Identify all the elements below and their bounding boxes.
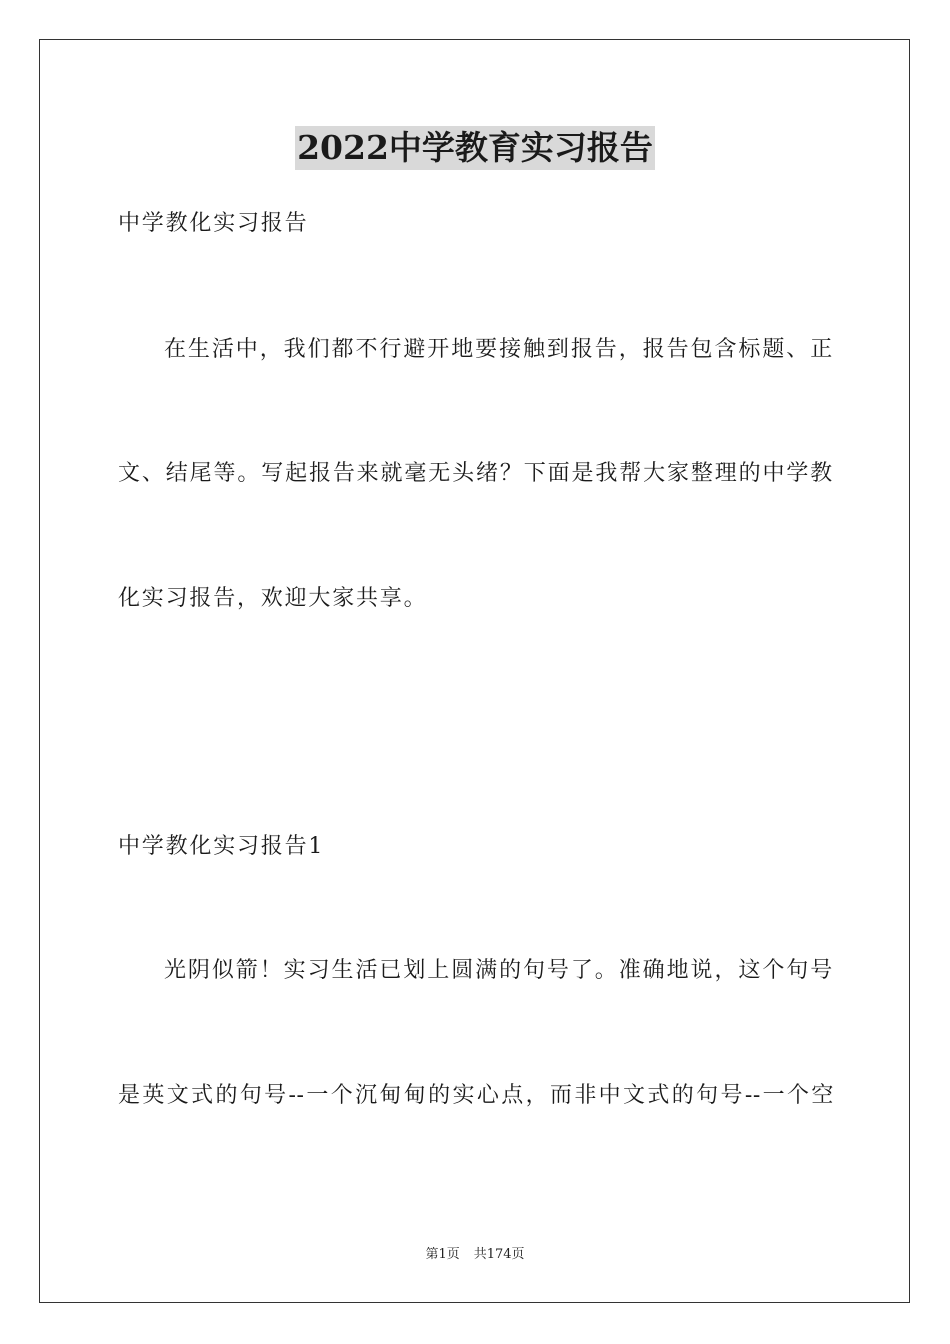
document-subtitle: 中学教化实习报告 [118, 211, 309, 236]
intro-line-3: 化实习报告，欢迎大家共享。 [118, 586, 428, 611]
page-footer [0, 1246, 950, 1264]
section-line-1: 光阴似箭！实习生活已划上圆满的句号了。准确地说，这个句号 [164, 958, 834, 983]
document-title [0, 126, 950, 170]
page-number-total: 共174页 [473, 1247, 525, 1262]
intro-line-1: 在生活中，我们都不行避开地要接触到报告，报告包含标题、正 [164, 337, 834, 362]
page-number-current: 第1页 [425, 1247, 460, 1262]
document-title-text: 2022中学教育实习报告 [295, 126, 655, 170]
section-heading: 中学教化实习报告1 [118, 834, 325, 859]
intro-line-2: 文、结尾等。写起报告来就毫无头绪？下面是我帮大家整理的中学教 [118, 461, 834, 486]
section-line-2: 是英文式的句号--一个沉甸甸的实心点，而非中文式的句号--一个空 [118, 1083, 834, 1108]
